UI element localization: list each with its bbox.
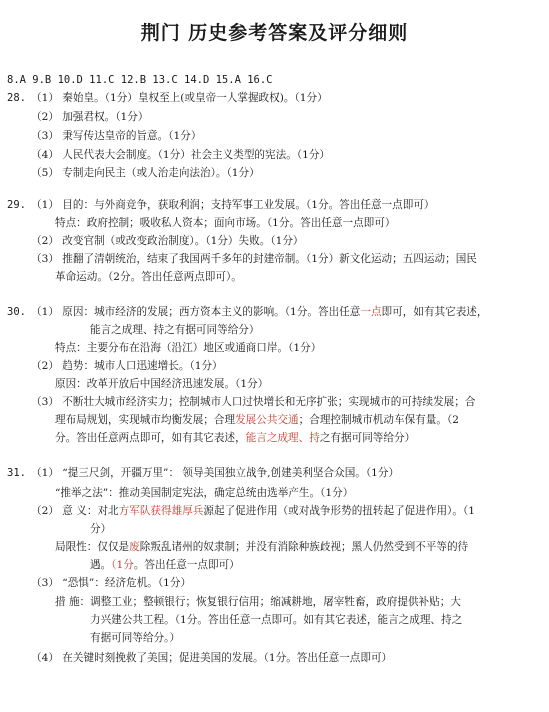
q29-line-2: 特点：政府控制；吸收私人资本；面向市场。（1分。答出任意一点即可） <box>55 217 396 229</box>
q31-line-1: （1） “提三尺剑，开疆万里”： 领导美国独立战争,创建美利坚合众国。（1分） <box>31 467 400 479</box>
q29-line-5: 革命运动。（2分。答出任意两点即可）。 <box>55 271 242 283</box>
q30-line-6 <box>31 395 475 409</box>
q31-line-5-a: 局限性：仅仅是 <box>55 541 130 553</box>
q31-line-3-a: （2） 意 义：对北 <box>31 505 119 517</box>
q28-line-4: （4） 人民代表大会制度。（1分）社会主义类型的宪法。（1分） <box>31 149 331 161</box>
q30-number: 30. <box>7 306 26 318</box>
q30-line-6-b: 过快增长和无序扩张；实现城市的可持续发展；合 <box>242 396 476 408</box>
q29-line-1: （1） 目的：与外商竞争，获取利润；支持军事工业发展。（1分。答出任意一点即可） <box>31 199 435 211</box>
q29-line-4: （3） 推翻了清朝统治，结束了我国两千多年的封建帝制。（1分）新文化运动；五四运动；国民 <box>31 253 477 265</box>
q31-line-5 <box>55 540 468 554</box>
q30-line-8-c: 之有据可同等给分） <box>319 432 416 444</box>
q31-line-5-c: 除叛乱诸州的奴隶制；并没有消除种族歧视；黑人仍然受到不平等的待 <box>139 541 469 553</box>
q30-line-7-highlight: 发展公共交通 <box>235 414 299 426</box>
q31-line-2: “推举之法”：推动美国制定宪法，确定总统由选举产生。（1分） <box>55 487 354 499</box>
q31-line-6-highlight: （1分 <box>111 559 134 571</box>
q31-line-6-a: 遇。 <box>90 559 112 571</box>
q28-line-5: （5） 专制走向民主（或人治走向法治）。（1分） <box>31 167 260 179</box>
q30-line-7-c: ；合理控制城市机动车保有量。（2 <box>298 414 460 426</box>
q31-line-3-highlight: 方军队获得雄厚兵 <box>118 505 204 517</box>
q31-line-8: 措 施：调整工业；整顿银行；恢复银行信用；缩减耕地，屠宰牲畜，政府提供补贴；大 <box>55 596 461 608</box>
q28-line-2: （2） 加强君权。（1分） <box>31 111 149 123</box>
q30-line-4: （2） 趋势：城市人口迅速增长。（1分） <box>31 360 223 372</box>
q28-line-1: （1） 秦始皇。（1分）皇权至上(或皇帝一人掌握政权)。（1分） <box>31 92 328 104</box>
q31-line-9: 力兴建公共工程。（1分。答出任意一点即可。如有其它表述，能言之成理、持之 <box>90 614 463 626</box>
q30-line-3: 特点：主要分布在沿海（沿江）地区或通商口岸。（1分） <box>55 342 322 354</box>
q29-number: 29. <box>7 199 26 211</box>
mc-answers: 8.A 9.B 10.D 11.C 12.B 13.C 14.D 15.A 16.C <box>7 74 273 86</box>
q31-line-3 <box>31 504 475 518</box>
q31-number: 31. <box>7 467 26 479</box>
q31-line-5-highlight: 废 <box>129 541 140 553</box>
q31-line-10: 有据可同等给分。） <box>90 632 181 644</box>
q30-line-7-a: 理布局规划，实现城市均衡发展；合理 <box>55 414 236 426</box>
q31-line-6-c: 。答出任意一点即可） <box>133 559 240 571</box>
q30-line-1-b: 即可，如有其它表述， <box>381 306 488 318</box>
q30-line-8-highlight: 能言之成理、持 <box>245 432 320 444</box>
page-title: 荆门 历史参考答案及评分细则 <box>140 22 409 44</box>
q28-number: 28. <box>7 92 26 104</box>
q30-line-1-a: （1） 原因：城市经济的发展；西方资本主义的影响。（1分。答出任意 <box>31 306 361 318</box>
q30-line-8-a: 分。答出任意两点即可，如有其它表述， <box>55 432 246 444</box>
q30-line-7 <box>55 413 459 427</box>
q30-line-8 <box>55 431 415 445</box>
q31-line-7: （3） “恐惧”：经济危机。（1分） <box>31 577 192 589</box>
q31-line-6 <box>90 558 240 572</box>
q30-line-1-highlight: 一点 <box>360 306 382 318</box>
q30-line-2: 能言之成理、持之有据可同等给分） <box>90 324 260 336</box>
q30-line-6-a: （3） 不断壮大城市经济实力；控制城市人口 <box>31 396 243 408</box>
q30-line-1 <box>31 305 487 319</box>
q31-line-11: （4） 在关键时刻挽救了美国；促进美国的发展。（1分。答出任意一点即可） <box>31 652 393 664</box>
q28-line-3: （3） 秉写传达皇帝的旨意。（1分） <box>31 130 202 142</box>
q31-line-4: 分） <box>90 523 112 535</box>
q30-line-5: 原因：改革开放后中国经济迅速发展。（1分） <box>55 378 269 390</box>
q31-line-3-c: 源起了促进作用（或对战争形势的扭转起了促进作用）。（1 <box>203 505 475 517</box>
q29-line-3: （2） 改变官制（或改变政治制度）。（1分）失败。（1分） <box>31 235 304 247</box>
